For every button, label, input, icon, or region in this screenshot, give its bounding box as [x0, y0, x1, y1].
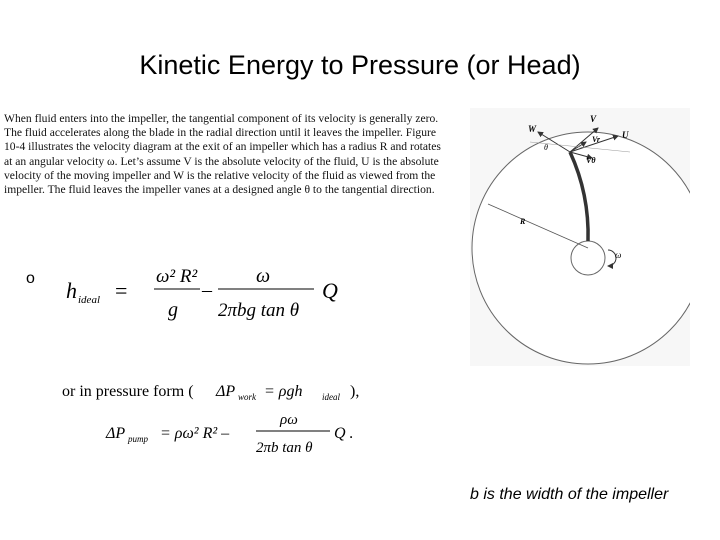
r-label: R: [520, 217, 526, 226]
u-label: U: [622, 130, 629, 140]
excerpt-line: The fluid accelerates along the blade in the radial direction until it leaves the impeller. Figure: [4, 126, 437, 140]
pressure-close: ),: [350, 383, 360, 400]
dp-pump: ΔP: [106, 425, 126, 442]
width-note: b is the width of the impeller: [470, 486, 669, 503]
pump-pressure-equation: [104, 408, 364, 458]
vr-label: Vr: [592, 135, 601, 144]
textbook-excerpt: [4, 112, 466, 197]
h-symbol: h: [66, 278, 77, 303]
slide-title: Kinetic Energy to Pressure (or Head): [139, 50, 581, 80]
dp-pump-sub: pump: [128, 434, 148, 444]
impeller-hub: [571, 241, 605, 275]
h-subscript: ideal: [78, 294, 100, 306]
omega-label: ω: [615, 250, 622, 260]
pressure-intro: or in pressure form (: [62, 383, 194, 400]
theta-label: θ: [544, 143, 548, 152]
term2-numerator: ω: [256, 265, 271, 287]
excerpt-line: 10-4 illustrates the velocity diagram at the exit of an impeller which has a radius R and rotates: [4, 140, 441, 154]
term1-numerator: ω² R²: [156, 266, 198, 287]
term2-denominator: 2πbg tan θ: [218, 300, 300, 321]
w-label: W: [528, 124, 537, 134]
pressure-term1: = ρω² R² –: [160, 425, 230, 442]
term1-denominator: g: [168, 299, 178, 321]
pressure-form-text: [60, 380, 380, 404]
excerpt-line: impeller. The fluid leaves the impeller vanes at a designed angle θ to the tangential direction.: [4, 183, 435, 197]
excerpt-line: velocity of the moving impeller and W is the relative velocity of the fluid as viewed from the: [4, 168, 436, 182]
dp-work: ΔP: [216, 383, 236, 400]
dp-work-sub: work: [238, 392, 256, 402]
excerpt-line: When fluid enters into the impeller, the tangential component of its velocity is generally zero.: [4, 112, 439, 125]
pressure-numerator: ρω: [280, 412, 298, 428]
ideal-head-equation: [60, 258, 360, 328]
rho-g-h-sub: ideal: [322, 392, 340, 402]
rho-g-h: = ρgh: [264, 383, 303, 400]
equals-sign: =: [115, 278, 128, 303]
flow-q: Q: [322, 278, 338, 303]
vtheta-label: Vθ: [586, 156, 596, 165]
pressure-denominator: 2πb tan θ: [256, 440, 313, 456]
v-label: V: [590, 114, 597, 124]
impeller-velocity-diagram: [470, 108, 690, 366]
excerpt-line: at an angular velocity ω. Let’s assume V is the absolute velocity of the fluid, U is the absolute: [4, 154, 439, 168]
bullet-marker: o: [26, 270, 35, 287]
pressure-flow-q: Q .: [334, 425, 354, 442]
minus-sign: –: [202, 279, 212, 301]
